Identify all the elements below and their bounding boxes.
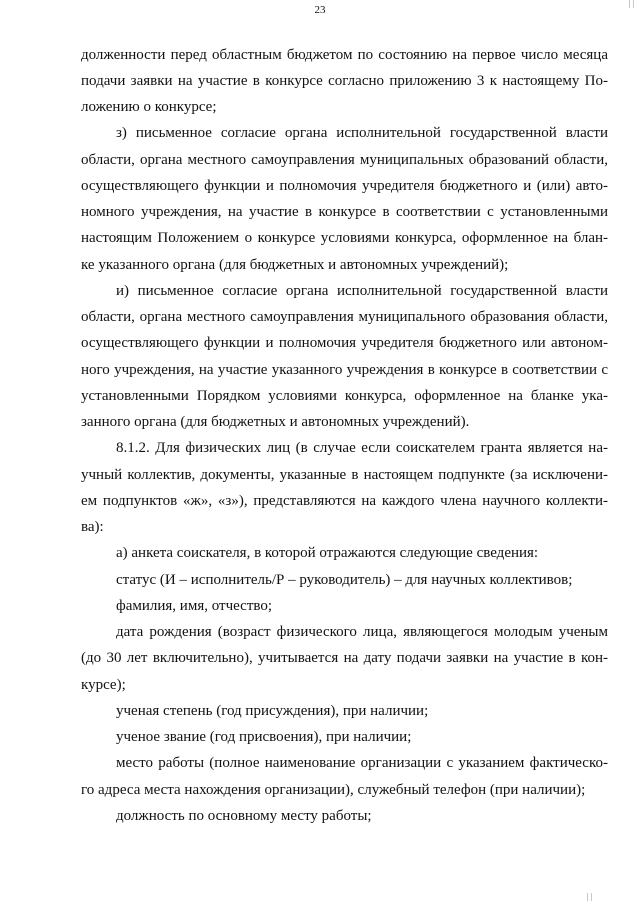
text-line: дата рождения (возраст физического лица, являющегося молодым ученым	[116, 624, 608, 640]
text-line: ке указанного органа (для бюджетных и автономных учреждений);	[81, 257, 509, 273]
text-line: статус (И – исполнитель/Р – руководитель) – для научных коллективов;	[116, 572, 573, 588]
text-line: учный коллектив, документы, указанные в настоящем подпункте (за исключени-	[81, 467, 608, 483]
scan-mark-bottom: | |	[586, 892, 592, 901]
text-line: ученое звание (год присвоения), при наличии;	[116, 729, 412, 745]
text-line: области, органа местного самоуправления муниципальных образований области,	[81, 152, 608, 168]
text-line: курсе);	[81, 677, 126, 693]
text-line: место работы (полное наименование организации с указанием фактическо-	[116, 755, 608, 771]
text-line: настоящим Положением о конкурсе условиями конкурса, оформленное на блан-	[81, 230, 608, 246]
text-line: го адреса места нахождения организации), служебный телефон (при наличии);	[81, 782, 586, 798]
text-line: подачи заявки на участие в конкурсе согласно приложению 3 к настоящему По-	[81, 73, 608, 89]
text-line: области, органа местного самоуправления муниципального образования области,	[81, 309, 608, 325]
text-line: ва):	[81, 519, 104, 535]
text-line: а) анкета соискателя, в которой отражаются следующие сведения:	[116, 545, 539, 561]
text-line: ем подпунктов «ж», «з»), представляются на каждого члена научного коллекти-	[81, 493, 608, 509]
text-line: фамилия, имя, отчество;	[116, 598, 273, 614]
text-line: ложению о конкурсе;	[81, 99, 217, 115]
text-line: установленными Порядком условиями конкурса, оформленное на бланке ука-	[81, 388, 608, 404]
text-line: занного органа (для бюджетных и автономных учреждений).	[81, 414, 470, 430]
scan-mark-top: | |	[628, 0, 634, 8]
text-line: 8.1.2. Для физических лиц (в случае если соискателем гранта является на-	[116, 440, 608, 456]
text-line: и) письменное согласие органа исполнительной государственной власти	[116, 283, 608, 299]
text-line: ного учреждения, на участие указанного учреждения в конкурсе в соответствии с	[81, 362, 608, 378]
text-line: долженности перед областным бюджетом по состоянию на первое число месяца	[81, 47, 608, 63]
text-line: номного учреждения, на участие в конкурсе в соответствии с установленными	[81, 204, 608, 220]
text-line: ученая степень (год присуждения), при наличии;	[116, 703, 429, 719]
text-line: должность по основному месту работы;	[116, 808, 372, 824]
text-line: осуществляющего функции и полномочия учредителя бюджетного и (или) авто-	[81, 178, 608, 194]
text-line: з) письменное согласие органа исполнительной государственной власти	[116, 125, 608, 141]
text-line: (до 30 лет включительно), учитывается на дату подачи заявки на участие в кон-	[81, 650, 608, 666]
page-number: 23	[314, 4, 326, 16]
text-line: осуществляющего функции и полномочия учредителя бюджетного или автоном-	[81, 335, 608, 351]
